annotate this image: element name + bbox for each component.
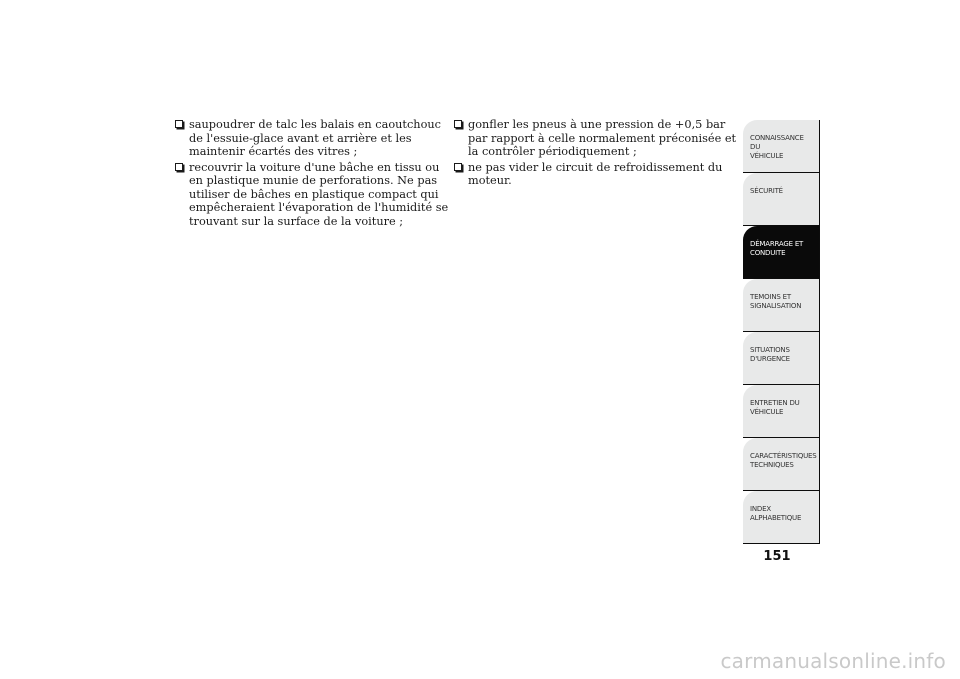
tab-situations-d-urgence[interactable]: SITUATIONS D'URGENCE xyxy=(743,332,820,385)
chapter-tabs xyxy=(743,120,820,544)
list-item-text: ne pas vider le circuit de refroidissement du moteur. xyxy=(468,160,723,187)
tab-securite[interactable]: SÉCURITÉ xyxy=(743,173,820,226)
right-column xyxy=(454,118,739,190)
tab-temoins-et-signalisation[interactable]: TEMOINS ET SIGNALISATION xyxy=(743,279,820,332)
checkbox-bullet-icon xyxy=(175,163,183,171)
list-item xyxy=(175,161,450,229)
left-column xyxy=(175,118,450,230)
checkbox-bullet-icon xyxy=(175,120,183,128)
tab-caracteristiques-techniques[interactable]: CARACTÉRISTIQUES TECHNIQUES xyxy=(743,438,820,491)
list-item-text: saupoudrer de talc les balais en caoutchouc de l'essuie-glace avant et arrière et les maintenir écartés des vitres ; xyxy=(189,118,441,158)
tab-index-alphabetique[interactable]: INDEX ALPHABETIQUE xyxy=(743,491,820,544)
list-item xyxy=(175,118,450,159)
tab-connaissance-du-vehicule[interactable]: CONNAISSANCE DU VÉHICULE xyxy=(743,120,820,173)
watermark-text: carmanualsonline.info xyxy=(720,649,946,673)
tab-demarrage-et-conduite[interactable]: DÉMARRAGE ET CONDUITE xyxy=(743,226,820,279)
list-item-text: recouvrir la voiture d'une bâche en tissu ou en plastique munie de perforations. Ne pas utiliser de bâches en plastique compact qui empêcheraient l'évaporation de l'humidité se trouvant sur la surface de la voiture ; xyxy=(189,160,449,228)
checkbox-bullet-icon xyxy=(454,120,462,128)
list-item xyxy=(454,118,739,159)
page-number: 151 xyxy=(763,549,791,564)
list-item-text: gonfler les pneus à une pression de +0,5 bar par rapport à celle normalement préconisée et la contrôler périodiquement ; xyxy=(468,118,737,158)
list-item xyxy=(454,161,739,188)
checkbox-bullet-icon xyxy=(454,163,462,171)
tab-entretien-du-vehicule[interactable]: ENTRETIEN DU VÉHICULE xyxy=(743,385,820,438)
